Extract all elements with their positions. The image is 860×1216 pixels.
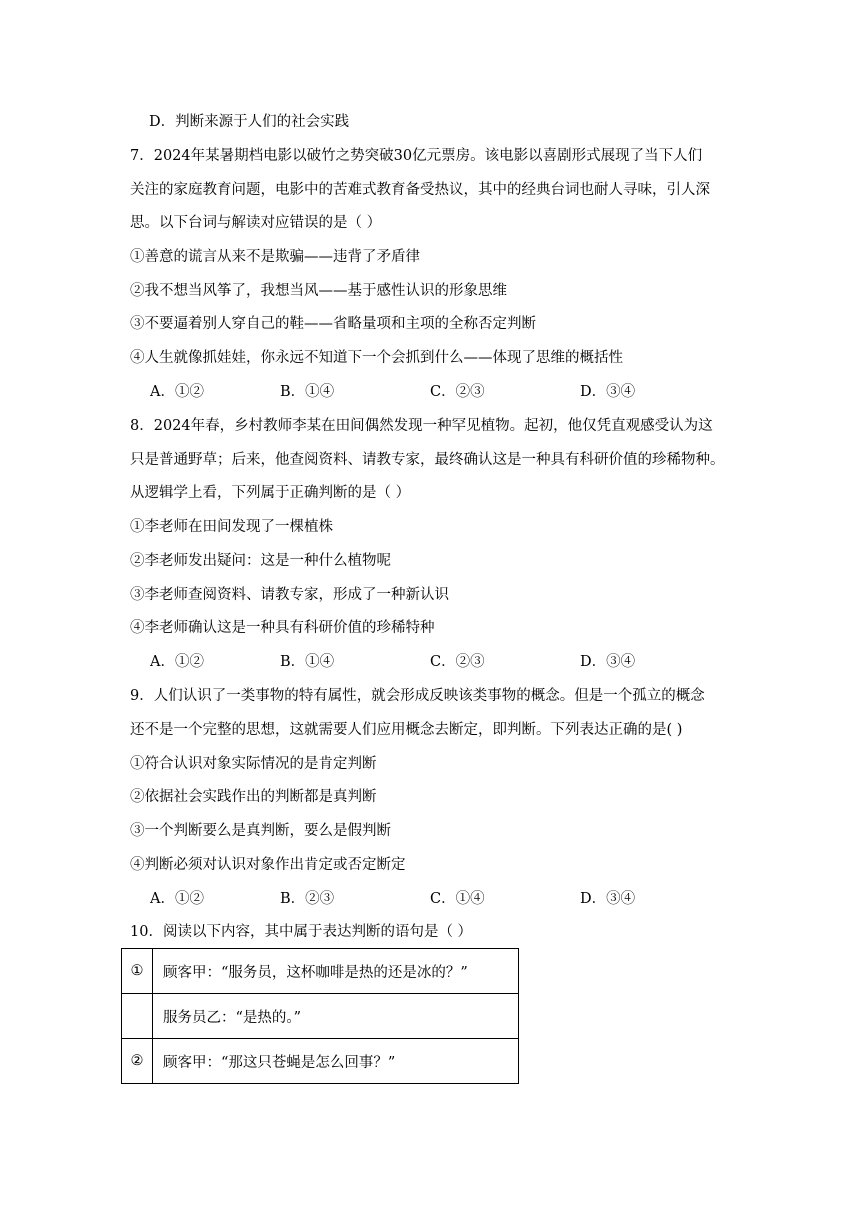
q8-option-a: A．①② [150, 654, 204, 670]
q9-item-2: ②依据社会实践作出的判断都是真判断 [130, 789, 377, 805]
q7-option-a: A．①② [150, 384, 204, 400]
q7-item-4: ④人生就像抓娃娃，你永远不知道下一个会抓到什么——体现了思维的概括性 [130, 350, 623, 366]
q9-item-4: ④判断必须对认识对象作出肯定或否定断定 [130, 857, 406, 873]
q7-item-1: ①善意的谎言从来不是欺骗——违背了矛盾律 [130, 249, 420, 265]
table-row [122, 949, 519, 994]
row-text: 顾客甲：“那这只苍蝇是怎么回事？” [153, 1039, 519, 1084]
q8-item-1: ①李老师在田间发现了一棵植株 [130, 519, 333, 535]
q7-stem-line-2: 关注的家庭教育问题，电影中的苦难式教育备受热议，其中的经典台词也耐人寻味，引人深 [130, 182, 710, 198]
q7-stem-line-3: 思。以下台词与解读对应错误的是（ ） [130, 215, 382, 231]
q8-option-c: C．②③ [430, 654, 485, 670]
q7-item-2: ②我不想当风筝了，我想当风——基于感性认识的形象思维 [130, 283, 507, 299]
q9-item-1: ①符合认识对象实际情况的是肯定判断 [130, 756, 377, 772]
q7-option-c: C．②③ [430, 384, 485, 400]
row-number: ② [122, 1039, 153, 1084]
q9-option-d: D．③④ [580, 891, 636, 907]
q7-item-3: ③不要逼着别人穿自己的鞋——省略量项和主项的全称否定判断 [130, 316, 536, 332]
q8-stem-line-1: 8．2024年春，乡村教师李某在田间偶然发现一种罕见植物。起初，他仅凭直观感受认为这 [130, 418, 713, 434]
q7-option-d: D．③④ [580, 384, 636, 400]
q7-option-b: B．①④ [280, 384, 335, 400]
table-row [122, 994, 519, 1039]
q8-stem-line-2: 只是普通野草；后来，他查阅资料、请教专家，最终确认这是一种具有科研价值的珍稀物种。 [130, 452, 725, 468]
q8-item-3: ③李老师查阅资料、请教专家，形成了一种新认识 [130, 587, 449, 603]
table-row [122, 1039, 519, 1084]
q8-stem-line-3: 从逻辑学上看，下列属于正确判断的是（ ） [130, 485, 411, 501]
q9-stem-line-2: 还不是一个完整的思想，这就需要人们应用概念去断定，即判断。下列表达正确的是( ) [130, 722, 683, 738]
q10-stem: 10．阅读以下内容，其中属于表达判断的语句是（ ） [130, 924, 473, 940]
q9-option-b: B．②③ [280, 891, 335, 907]
q9-item-3: ③一个判断要么是真判断，要么是假判断 [130, 823, 391, 839]
row-number: ① [122, 949, 153, 994]
q8-item-2: ②李老师发出疑问：这是一种什么植物呢 [130, 553, 391, 569]
row-text: 顾客甲：“服务员，这杯咖啡是热的还是冰的？” [153, 949, 519, 994]
q8-item-4: ④李老师确认这是一种具有科研价值的珍稀特种 [130, 620, 435, 636]
q9-option-a: A．①② [150, 891, 204, 907]
row-number [122, 994, 153, 1039]
q9-stem-line-1: 9．人们认识了一类事物的特有属性，就会形成反映该类事物的概念。但是一个孤立的概念 [130, 688, 705, 704]
row-text: 服务员乙：“是热的。” [153, 994, 519, 1039]
q8-option-b: B．①④ [280, 654, 335, 670]
q7-stem-line-1: 7．2024年某暑期档电影以破竹之势突破30亿元票房。该电影以喜剧形式展现了当下人们 [130, 148, 703, 164]
q10-dialogue-table [121, 948, 519, 1084]
q8-option-d: D．③④ [580, 654, 636, 670]
q9-option-c: C．①④ [430, 891, 485, 907]
q6-option-d: D．判断来源于人们的社会实践 [149, 114, 350, 130]
